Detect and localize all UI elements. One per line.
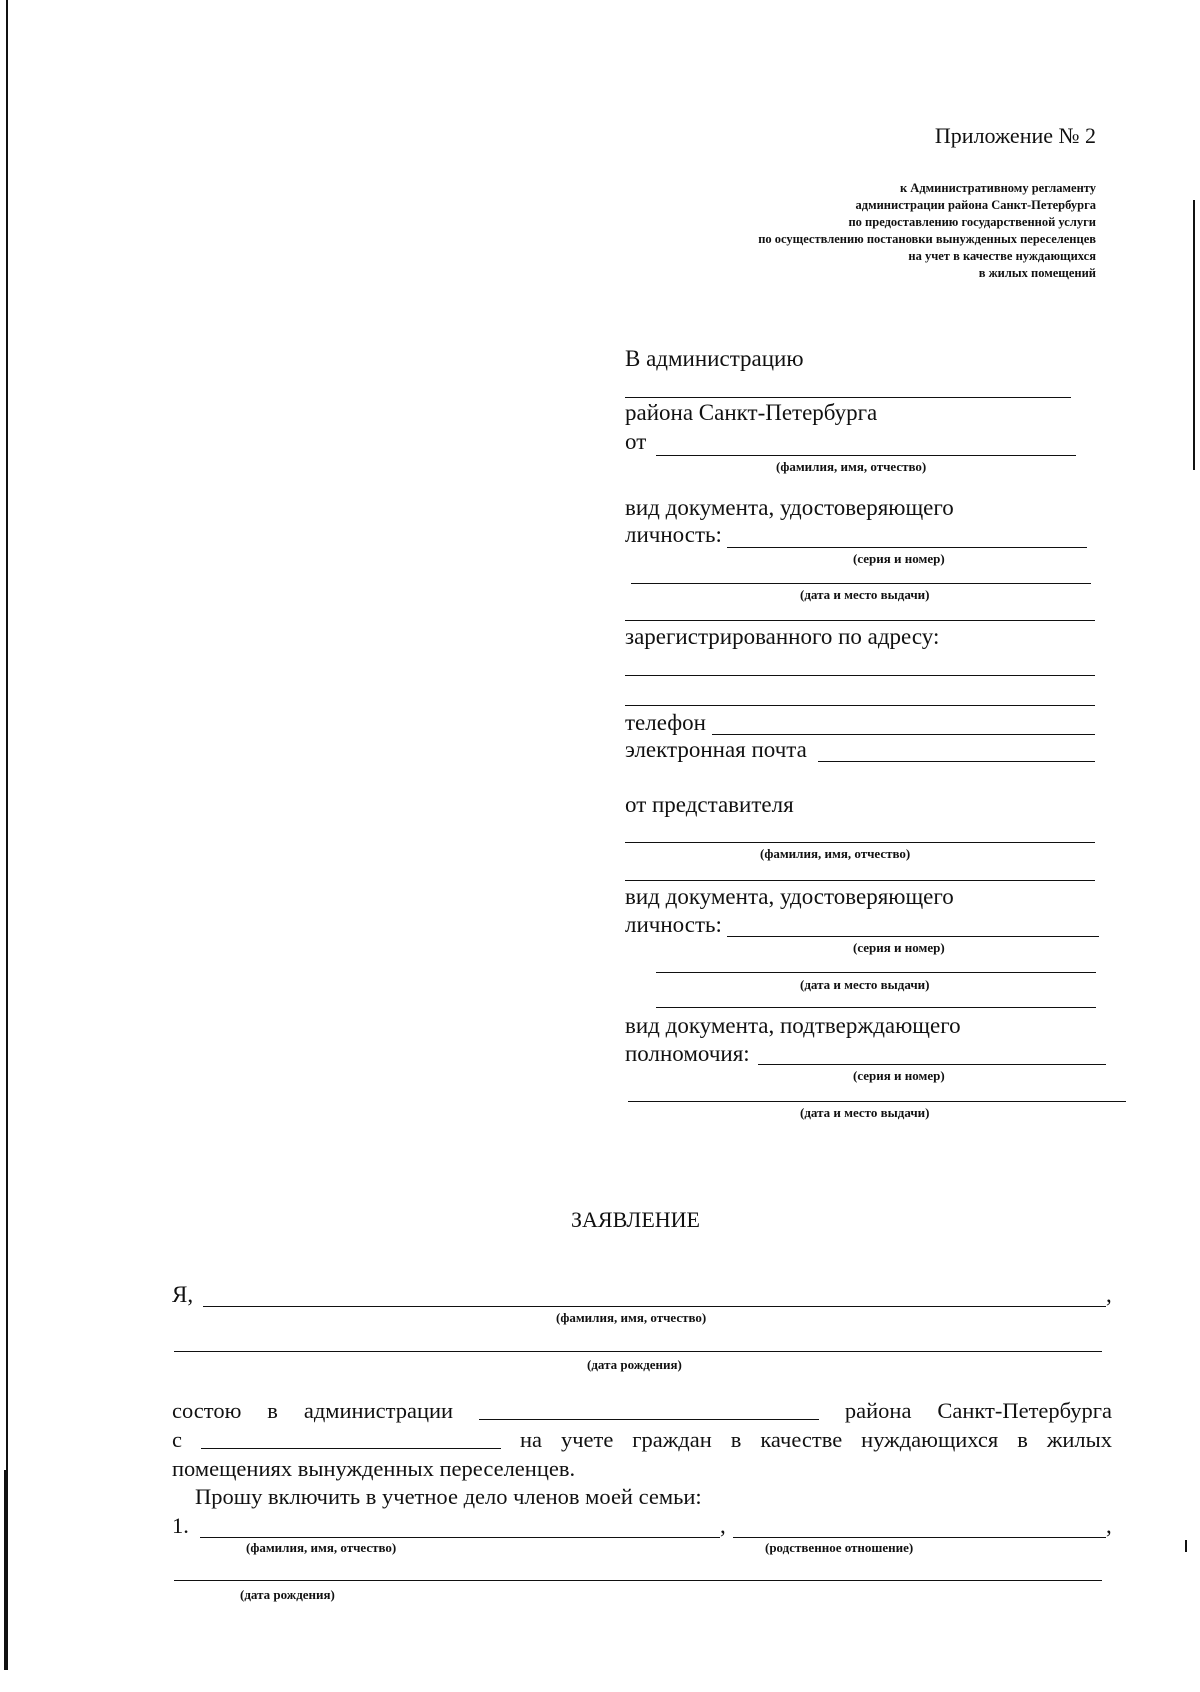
phone-line[interactable] (712, 734, 1095, 735)
birth-date-line[interactable] (174, 1351, 1102, 1352)
rep-issue-line[interactable] (656, 972, 1096, 973)
member-birth-caption: (дата рождения) (240, 1587, 335, 1602)
word: на (519, 1427, 542, 1452)
fio-caption: (фамилия, имя, отчество) (776, 459, 927, 474)
auth-issue-line[interactable] (628, 1101, 1126, 1102)
appendix-line: на учет в качестве нуждающихся (908, 249, 1096, 263)
word: администрации (303, 1398, 454, 1423)
scan-edge-left (6, 0, 8, 1560)
scan-edge-left-bottom (4, 1470, 8, 1670)
applicant-fio-line[interactable] (656, 455, 1076, 456)
applicant-name-line[interactable] (203, 1306, 1106, 1307)
word: с (172, 1427, 182, 1452)
member-comma-1: , (720, 1513, 726, 1538)
auth-doc-label-1: вид документа, подтверждающего (625, 1013, 961, 1038)
appendix-line: к Административному регламенту (899, 181, 1096, 195)
member-fio-line[interactable] (200, 1537, 720, 1538)
member-fio-caption: (фамилия, имя, отчество) (246, 1540, 397, 1555)
address-line-1[interactable] (625, 675, 1095, 676)
registered-label: зарегистрированного по адресу: (625, 624, 940, 649)
rep-issue-caption: (дата и место выдачи) (800, 977, 930, 992)
issue-caption: (дата и место выдачи) (800, 587, 930, 602)
statement-birth-caption: (дата рождения) (587, 1357, 682, 1372)
relation-caption: (родственное отношение) (765, 1540, 914, 1555)
rep-fio-line-2[interactable] (625, 880, 1095, 881)
word: в (267, 1398, 278, 1423)
statement-line-1 (172, 1398, 1112, 1424)
rep-id-doc-label-2: личность: (625, 912, 722, 937)
rep-series-line[interactable] (727, 936, 1099, 937)
email-line[interactable] (818, 761, 1095, 762)
email-label: электронная почта (625, 737, 807, 762)
scan-mark-right (1185, 1540, 1187, 1552)
district-label: района Санкт-Петербурга (625, 400, 878, 425)
rep-series-caption: (серия и номер) (853, 940, 945, 955)
admin-name-line[interactable] (625, 397, 1071, 398)
word: нуждающихся (861, 1427, 999, 1452)
statement-fio-caption: (фамилия, имя, отчество) (556, 1310, 707, 1325)
word: состою (172, 1398, 242, 1423)
i-label: Я, (172, 1282, 194, 1307)
to-administration: В администрацию (625, 346, 804, 371)
word: в (730, 1427, 742, 1452)
member-relation-line[interactable] (733, 1537, 1106, 1538)
scan-edge-right (1193, 200, 1195, 470)
registration-line-top[interactable] (625, 620, 1095, 621)
comma: , (1106, 1282, 1112, 1307)
item-number: 1. (172, 1513, 189, 1538)
auth-issue-caption: (дата и место выдачи) (800, 1105, 930, 1120)
word: учете (560, 1427, 614, 1452)
appendix-title: Приложение № 2 (934, 123, 1096, 148)
representative-label: от представителя (625, 792, 794, 817)
appendix-line: по предоставлению государственной услуги (848, 215, 1096, 229)
rep-fio-line[interactable] (625, 842, 1095, 843)
member-birth-line[interactable] (174, 1580, 1102, 1581)
appendix-line: по осуществлению постановки вынужденных переселенцев (758, 232, 1096, 246)
address-line-2[interactable] (625, 705, 1095, 706)
series-caption: (серия и номер) (853, 551, 945, 566)
id-doc-label-2: личность: (625, 522, 722, 547)
word: Санкт-Петербурга (937, 1398, 1112, 1423)
request-text: Прошу включить в учетное дело членов моей семьи: (195, 1484, 702, 1509)
appendix-text (758, 180, 1096, 282)
id-series-line[interactable] (727, 547, 1087, 548)
word: граждан (632, 1427, 712, 1452)
word: в (1017, 1427, 1028, 1452)
id-doc-label-1: вид документа, удостоверяющего (625, 495, 954, 520)
id-issue-line[interactable] (631, 583, 1091, 584)
phone-label: телефон (625, 710, 706, 735)
word: жилых (1046, 1427, 1112, 1452)
word: района (844, 1398, 912, 1423)
auth-series-line[interactable] (758, 1064, 1106, 1065)
rep-issue-line-2[interactable] (656, 1007, 1096, 1008)
statement-line-3: помещениях вынужденных переселенцев. (172, 1456, 576, 1481)
word: качестве (760, 1427, 843, 1452)
auth-doc-label-2: полномочия: (625, 1041, 750, 1066)
since-date-blank[interactable] (201, 1427, 501, 1449)
appendix-line: в жилых помещений (978, 266, 1096, 280)
appendix-line: администрации района Санкт-Петербурга (855, 198, 1096, 212)
rep-fio-caption: (фамилия, имя, отчество) (760, 846, 911, 861)
statement-line-2 (172, 1427, 1112, 1453)
statement-title: ЗАЯВЛЕНИЕ (571, 1207, 700, 1232)
admin-blank[interactable] (479, 1398, 819, 1420)
rep-id-doc-label-1: вид документа, удостоверяющего (625, 884, 954, 909)
from-label: от (625, 429, 647, 454)
auth-series-caption: (серия и номер) (853, 1068, 945, 1083)
member-comma-2: , (1106, 1513, 1112, 1538)
